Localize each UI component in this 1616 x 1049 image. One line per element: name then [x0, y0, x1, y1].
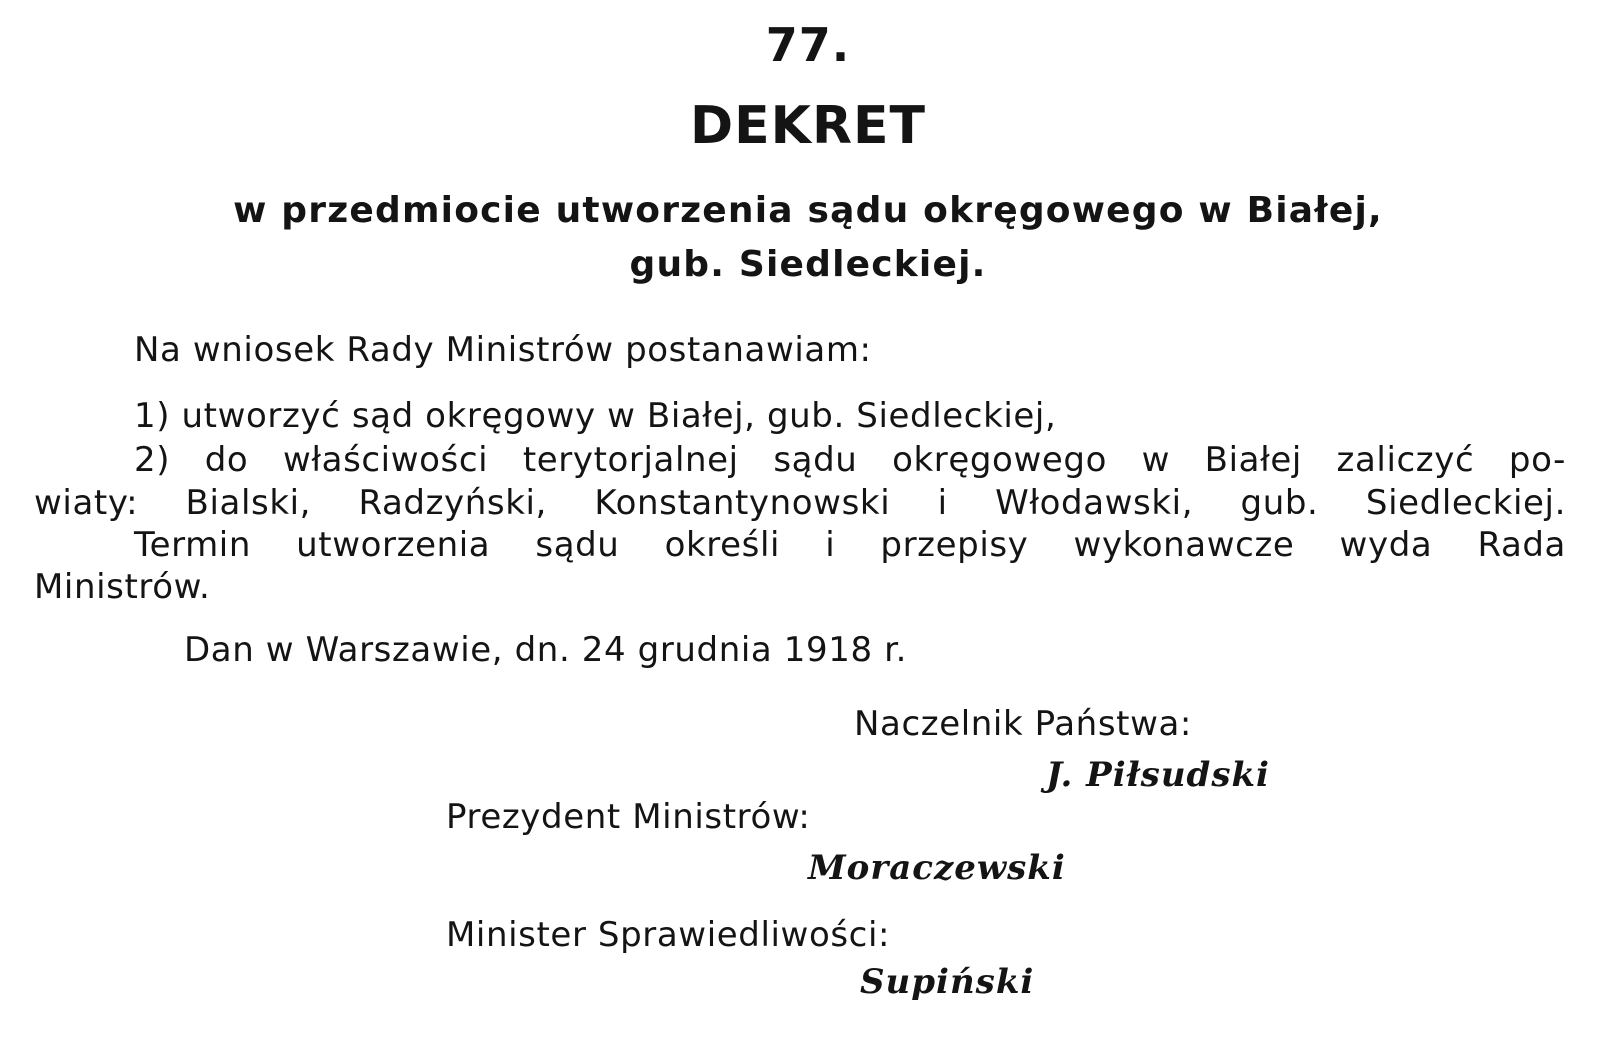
signature-name-minister-of-justice: Supiński: [860, 962, 1035, 1002]
signature-name-head-of-state: J. Piłsudski: [1046, 755, 1270, 795]
term-line-2: Ministrów.: [34, 567, 211, 607]
decree-subtitle-line-2: gub. Siedleckiej.: [629, 244, 987, 285]
term-line-1: Termin utworzenia sądu określi i przepisy wykonawcze wyda Rada: [134, 525, 1566, 565]
signature-role-minister-of-justice: Minister Sprawiedliwości:: [446, 915, 891, 955]
signature-role-head-of-state: Naczelnik Państwa:: [854, 704, 1192, 744]
item-2-line-1: 2) do właściwości terytorjalnej sądu okręgowego w Białej zaliczyć po-: [134, 440, 1566, 480]
decree-number: 77.: [765, 18, 851, 72]
signature-role-prime-minister: Prezydent Ministrów:: [446, 797, 811, 837]
item-2-line-2: wiaty: Bialski, Radzyński, Konstantynowski i Włodawski, gub. Siedleckiej.: [34, 483, 1566, 523]
decree-title: DEKRET: [689, 96, 926, 156]
decree-subtitle-line-1: w przedmiocie utworzenia sądu okręgowego w Białej,: [233, 190, 1383, 231]
date-line: Dan w Warszawie, dn. 24 grudnia 1918 r.: [184, 630, 907, 670]
preamble: Na wniosek Rady Ministrów postanawiam:: [134, 330, 872, 370]
signature-name-prime-minister: Moraczewski: [808, 848, 1066, 888]
item-1: 1) utworzyć sąd okręgowy w Białej, gub. Siedleckiej,: [134, 396, 1057, 436]
